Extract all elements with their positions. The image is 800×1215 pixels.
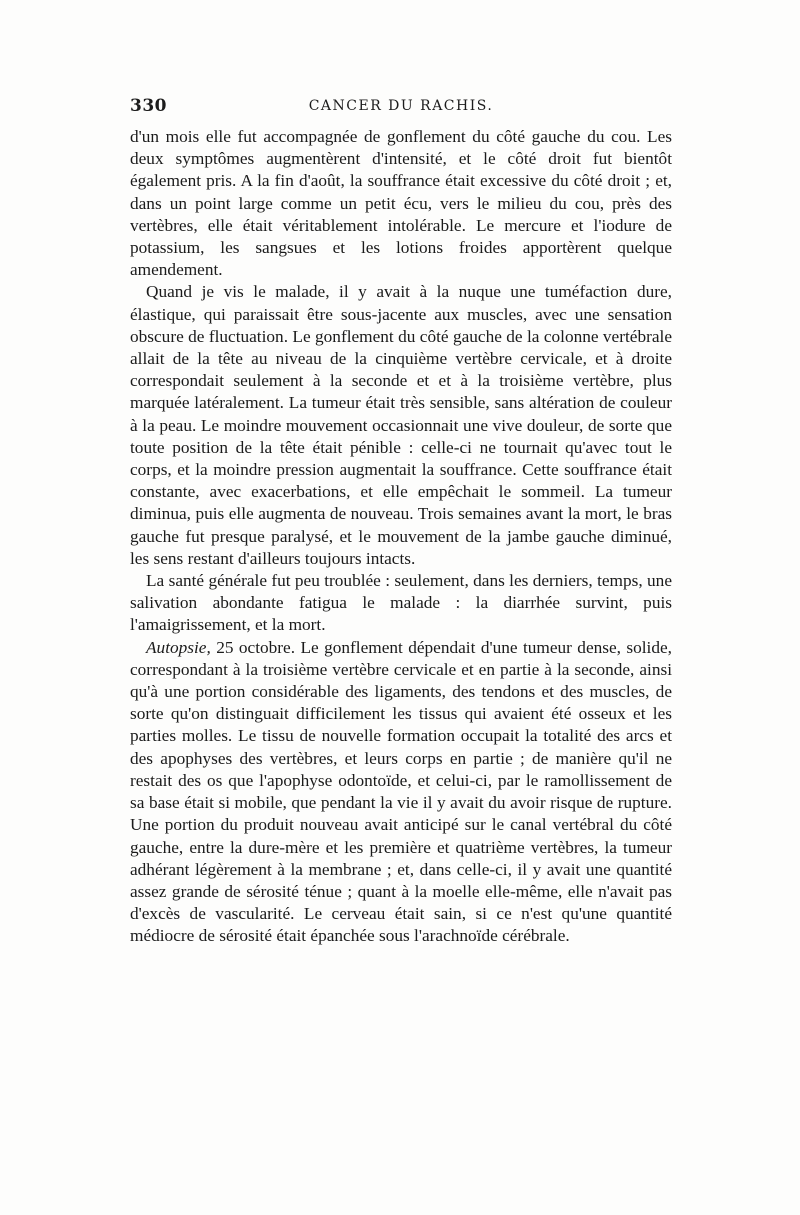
- running-head: [130, 96, 672, 120]
- running-title: CANCER DU RACHIS.: [308, 98, 494, 114]
- autopsie-label: Autopsie,: [146, 637, 211, 657]
- page-number: 330: [130, 96, 167, 116]
- paragraph-autopsie: [130, 637, 672, 948]
- body-text: [130, 126, 672, 948]
- paragraph-examination: Quand je vis le malade, il y avait à la nuque une tuméfaction dure, élastique, qui paraissait être sous-jacente aux muscles, avec une sensation obscure de fluctuation. Le gonflement du côté gauche de la colonne vertébrale allait de la tête au niveau de la cinquième vertèbre cervicale, et à droite correspondait seulement à la seconde et et à la troisième vertèbre, plus marquée latéralement. La tumeur était très sensible, sans altération de couleur à la peau. Le moindre mouvement occasionnait une vive douleur, de sorte que toute position de la tête était pénible : celle-ci ne tournait qu'avec tout le corps, et la moindre pression augmentait la souffrance. Cette souffrance était constante, avec exacerbations, et elle empêchait le sommeil. La tumeur diminua, puis elle augmenta de nouveau. Trois semaines avant la mort, le bras gauche fut presque paralysé, et le mouvement de la jambe gauche diminué, les sens restant d'ailleurs toujours intacts.: [130, 282, 672, 568]
- paragraph-general-health: La santé générale fut peu troublée : seulement, dans les derniers, temps, une salivation abondante fatigua le malade : la diarrhée survint, puis l'amaigrissement, et la mort.: [130, 571, 672, 635]
- paragraph-continuation: d'un mois elle fut accompagnée de gonflement du côté gauche du cou. Les deux symptômes augmentèrent d'intensité, et le côté droit fut bientôt également pris. A la fin d'août, la souffrance était excessive du côté droit ; et, dans un point large comme un petit écu, vers le milieu du cou, près des vertèbres, elle était véritablement intolérable. Le mercure et l'iodure de potassium, les sangsues et les lotions froides apportèrent quelque amendement.: [130, 127, 672, 280]
- autopsie-text: 25 octobre. Le gonflement dépendait d'une tumeur dense, solide, correspondant à la troisième vertèbre cervicale et en partie à la seconde, ainsi qu'à une portion considérable des ligaments, des tendons et des muscles, de sorte qu'on distinguait difficilement les tissus qui avaient été osseux et les parties molles. Le tissu de nouvelle formation occupait la totalité des arcs et des apophyses des vertèbres, et leurs corps en partie ; de manière qu'il ne restait des os que l'apophyse odontoïde, et celui-ci, par le ramollissement de sa base était si mobile, que pendant la vie il y avait du avoir risque de rupture. Une portion du produit nouveau avait anticipé sur le canal vertébral du côté gauche, entre la dure-mère et les première et quatrième vertèbres, la tumeur adhérant légèrement à la membrane ; et, dans celle-ci, il y avait une quantité assez grande de sérosité ténue ; quant à la moelle elle-même, elle n'avait pas d'excès de vascularité. Le cerveau était sain, si ce n'est qu'une quantité médiocre de sérosité était épanchée sous l'arachnoïde cérébrale.: [130, 637, 672, 946]
